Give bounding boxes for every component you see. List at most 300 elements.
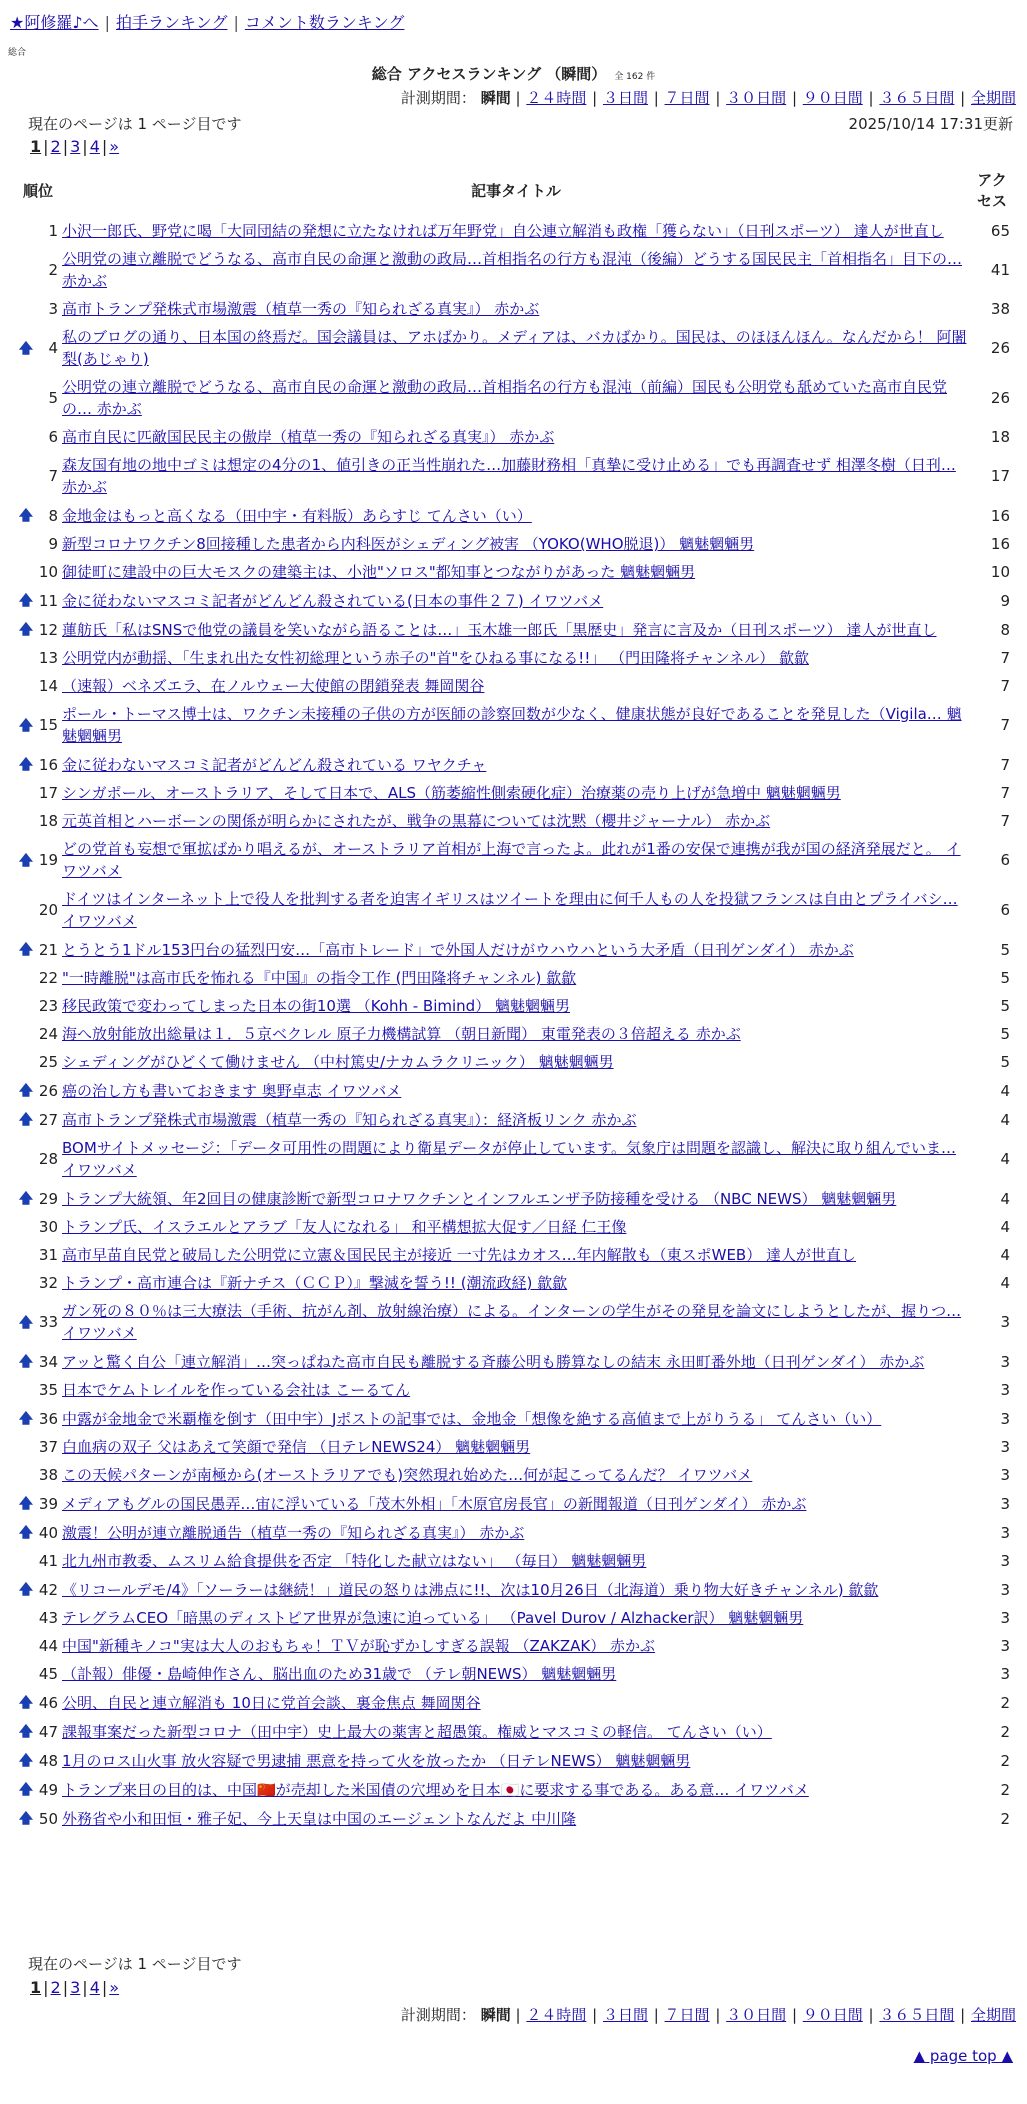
article-link[interactable]: 金に従わないマスコミ記者がどんどん殺されている ワヤクチャ	[62, 755, 487, 774]
rank-change-cell	[14, 451, 38, 501]
article-link[interactable]: 日本でケムトレイルを作っている会社は こーるてん	[62, 1381, 411, 1399]
access-count: 3	[1000, 1609, 1010, 1627]
separator: |	[787, 2006, 802, 2024]
title-cell	[62, 295, 970, 323]
rank-change-cell	[14, 835, 38, 885]
rank-cell: 43	[38, 1609, 58, 1627]
period-current: 瞬間	[480, 2006, 511, 2024]
table-row	[14, 750, 1014, 779]
up-arrow-icon: 🡅	[18, 942, 34, 958]
rank-change-cell	[14, 1547, 38, 1575]
title-cell	[62, 935, 970, 964]
access-count: 4	[1000, 1218, 1010, 1236]
rank-cell: 39	[38, 1494, 58, 1513]
access-count: 5	[1000, 997, 1010, 1015]
rank-cell: 42	[38, 1580, 58, 1599]
rank-change-cell	[14, 1688, 38, 1717]
article-link[interactable]: とうとう1ドル153円台の猛烈円安…「高市トレード」で外国人だけがウハウハという大矛盾（日刊ゲンダイ） 赤かぶ	[62, 940, 854, 959]
article-link[interactable]: 小沢一郎氏、野党に喝「大同団結の発想に立たなければ万年野党」自公連立解消も政権「獲らない」（日刊スポーツ） 達人が世直し	[62, 222, 944, 240]
article-link[interactable]: 癌の治し方も書いておきます 奥野卓志 イワツバメ	[62, 1081, 402, 1100]
article-link[interactable]: この天候パターンが南極から(オーストラリアでも)突然現れ始めた…何が起こってるんだ？ イワツバメ	[62, 1466, 753, 1484]
access-count: 3	[1000, 1552, 1010, 1570]
access-count: 4	[1000, 1274, 1010, 1292]
title-cell	[62, 1347, 970, 1376]
table-row	[14, 295, 1014, 323]
access-count: 38	[990, 300, 1010, 318]
article-link[interactable]: （訃報）俳優・島崎伸作さん、脳出血のため31歳で （テレ朝NEWS） 魑魅魍魎男	[62, 1665, 617, 1683]
ranking-rows	[14, 217, 1014, 1833]
article-link[interactable]: 移民政策で変わってしまった日本の街10選 （Kohh - Bimind） 魑魅魍魎男	[62, 997, 570, 1015]
pager-link[interactable]: 3	[70, 137, 81, 156]
rank-cell: 20	[38, 901, 58, 919]
pager-link[interactable]: 2	[50, 1978, 61, 1997]
ranking-title: 総合 アクセスランキング （瞬間）	[371, 65, 607, 83]
rank-change-cell	[14, 1297, 38, 1347]
table-row	[14, 835, 1014, 885]
access-count: 18	[990, 428, 1010, 446]
title-cell	[62, 373, 970, 423]
access-count: 17	[990, 467, 1010, 485]
up-arrow-icon: 🡅	[18, 1811, 34, 1827]
period-link[interactable]: 全期間	[970, 2006, 1016, 2024]
article-link[interactable]: 海へ放射能放出総量は１．５京ベクレル 原子力機構試算 （朝日新聞） 東電発表の３倍超える 赤かぶ	[62, 1025, 741, 1043]
article-link[interactable]: トランプ来日の目的は、中国🇨🇳が売却した米国債の穴埋めを日本🇯🇵に要求する事である。ある意… イワツバメ	[62, 1780, 809, 1799]
rank-cell: 17	[38, 784, 58, 802]
title-cell	[62, 672, 970, 700]
separator: |	[101, 1978, 108, 1997]
table-row	[14, 1604, 1014, 1632]
access-count: 7	[1000, 812, 1010, 830]
title-cell	[62, 779, 970, 807]
access-count: 3	[1000, 1352, 1010, 1371]
rank-change-cell	[14, 1461, 38, 1489]
table-row	[14, 885, 1014, 935]
up-arrow-icon: 🡅	[18, 340, 34, 357]
period-label: 計測期間：	[400, 89, 476, 107]
article-link[interactable]: ドイツはインターネット上で役人を批判する者を迫害イギリスはツイートを理由に何千人もの人を投獄フランスは自由とプライバシ… イワツバメ	[62, 890, 958, 930]
up-arrow-icon: 🡅	[18, 1314, 34, 1331]
table-row	[14, 1184, 1014, 1213]
rank-change-cell	[14, 992, 38, 1020]
table-row	[14, 1804, 1014, 1833]
pager-bottom	[28, 1978, 121, 1997]
article-link[interactable]: テレグラムCEO「暗黒のディストピア世界が急速に迫っている」 （Pavel Durov / Alzhacker訳） 魑魅魍魎男	[62, 1609, 804, 1627]
page-top-link[interactable]: ▲ page top ▲	[913, 2047, 1013, 2065]
rank-cell: 31	[38, 1246, 58, 1264]
separator: |	[863, 89, 879, 107]
title-cell	[62, 1775, 970, 1804]
title-cell	[62, 558, 970, 586]
title-cell	[62, 1717, 970, 1746]
period-link[interactable]: 全期間	[970, 89, 1016, 107]
rank-cell: 34	[38, 1352, 58, 1371]
article-link[interactable]: 高市早苗自民党と破局した公明党に立憲＆国民民主が接近 一寸先はカオス…年内解散も（東スポWEB） 達人が世直し	[62, 1246, 856, 1264]
separator: |	[648, 89, 664, 107]
article-link[interactable]: メディアもグルの国民愚弄…宙に浮いている「茂木外相」「木原官房長官」の新聞報道（日刊ゲンダイ） 赤かぶ	[62, 1494, 807, 1513]
table-row	[14, 501, 1014, 530]
access-count: 5	[1000, 1025, 1010, 1043]
table-row	[14, 1461, 1014, 1489]
access-count: 2	[1000, 1693, 1010, 1712]
title-cell	[62, 451, 970, 501]
rank-change-cell	[14, 935, 38, 964]
pager-link[interactable]: 4	[89, 1978, 100, 1997]
access-count: 2	[1000, 1751, 1010, 1770]
table-row	[14, 1134, 1014, 1184]
table-row	[14, 1347, 1014, 1376]
article-link[interactable]: シェディングがひどくて働けません （中村篤史/ナカムラクリニック） 魑魅魍魎男	[62, 1053, 614, 1071]
table-row	[14, 1688, 1014, 1717]
article-link[interactable]: 公明党の連立離脱でどうなる、高市自民の命運と激動の政局…首相指名の行方も混沌（前編）国民も公明党も舐めていた高市自民党の… 赤かぶ	[62, 378, 948, 418]
article-link[interactable]: ガン死の８０％は三大療法（手術、抗がん剤、放射線治療）による。インターンの学生がその発見を論文にしようとしたが、握りつ… イワツバメ	[62, 1302, 962, 1342]
article-link[interactable]: 中国"新種キノコ"実は大人のおもちゃ！ＴＶが恥ずかしすぎる誤報 （ZAKZAK） 赤かぶ	[62, 1637, 656, 1655]
rank-header: 順位	[22, 181, 53, 200]
rank-cell: 48	[38, 1751, 58, 1770]
up-arrow-icon: 🡅	[18, 852, 34, 869]
article-link[interactable]: "一時離脱"は高市氏を怖れる『中国』の指令工作 (門田隆将チャンネル) 歙歙	[62, 969, 577, 987]
rank-cell: 25	[38, 1053, 58, 1071]
access-count: 6	[1000, 901, 1010, 919]
period-link[interactable]: ３０日間	[726, 2006, 787, 2024]
rank-cell: 45	[38, 1665, 58, 1683]
article-link[interactable]: （速報）ベネズエラ、在ノルウェー大使館の閉鎖発表 舞岡関谷	[62, 677, 485, 695]
rank-change-cell	[14, 807, 38, 835]
access-count: 3	[1000, 1313, 1010, 1331]
title-cell	[62, 1604, 970, 1632]
title-cell	[62, 1105, 970, 1134]
period-selector-top	[401, 87, 1017, 108]
table-row	[14, 807, 1014, 835]
rank-cell: 8	[48, 506, 58, 525]
current-page-text: 現在のページは 1 ページ目です	[28, 115, 242, 133]
rank-change-cell	[14, 1489, 38, 1518]
article-link[interactable]: 課報事案だった新型コロナ（田中宇）史上最大の薬害と超愚策。権威とマスコミの軽信。 てんさい（い）	[62, 1722, 772, 1741]
rank-cell: 18	[38, 812, 58, 830]
article-link[interactable]: 公明党の連立離脱でどうなる、高市自民の命運と激動の政局…首相指名の行方も混沌（後編）どうする国民民主「首相指名」目下の… 赤かぶ	[62, 250, 963, 290]
separator: |	[648, 2006, 664, 2024]
rank-cell: 38	[38, 1466, 58, 1484]
rank-cell: 3	[48, 300, 58, 318]
access-count: 5	[1000, 969, 1010, 987]
period-link[interactable]: ２４時間	[526, 89, 587, 107]
table-row	[14, 1048, 1014, 1076]
access-count: 7	[1000, 649, 1010, 667]
rank-cell: 41	[38, 1552, 58, 1570]
up-arrow-icon: 🡅	[18, 717, 34, 734]
rank-change-cell	[14, 1804, 38, 1833]
title-header: 記事タイトル	[471, 181, 561, 200]
access-count: 2	[1000, 1722, 1010, 1741]
access-count: 5	[1000, 940, 1010, 959]
article-link[interactable]: 外務省や小和田恒・雅子妃、今上天皇は中国のエージェントなんだよ 中川隆	[62, 1809, 577, 1828]
total-count: 全 162 件	[614, 72, 656, 82]
rank-change-cell	[14, 1134, 38, 1184]
rank-cell: 10	[38, 563, 58, 581]
rank-change-cell	[14, 1048, 38, 1076]
article-link[interactable]: 激震！公明が連立離脱通告（植草一秀の『知られざる真実』） 赤かぶ	[62, 1523, 525, 1542]
table-row	[14, 1717, 1014, 1746]
article-link[interactable]: どの党首も妄想で軍拡ばかり唱えるが、オーストラリア首相が上海で言ったよ。此れが1番の安保で連携が我が国の経済発展だと。 イワツバメ	[62, 840, 961, 880]
article-link[interactable]: 高市トランプ発株式市場激震（植草一秀の『知られざる真実』） 赤かぶ	[62, 300, 540, 318]
home-link[interactable]: ★阿修羅♪へ	[10, 13, 99, 32]
rank-cell: 5	[48, 389, 58, 407]
access-count: 16	[990, 535, 1010, 553]
rank-cell: 47	[38, 1722, 58, 1741]
separator: |	[955, 2006, 970, 2024]
article-link[interactable]: 1月のロス山火事 放火容疑で男逮捕 悪意を持って火を放ったか （日テレNEWS） 魑魅魍魎男	[62, 1751, 691, 1770]
table-row	[14, 644, 1014, 672]
rank-change-cell	[14, 885, 38, 935]
article-link[interactable]: トランプ氏、イスラエルとアラブ「友人になれる」 和平構想拡大促す／日経 仁王像	[62, 1218, 627, 1236]
article-link[interactable]: 中露が金地金で米覇権を倒す（田中宇）Jポストの記事では、金地金「想像を絶する高値まで上がりうる」 てんさい（い）	[62, 1409, 882, 1428]
article-link[interactable]: 公明、自民と連立解消も 10日に党首会談、裏金焦点 舞岡関谷	[62, 1693, 481, 1712]
table-row	[14, 1547, 1014, 1575]
rank-change-cell	[14, 964, 38, 992]
rank-cell: 21	[38, 940, 58, 959]
rank-change-cell	[14, 1717, 38, 1746]
rank-change-cell	[14, 501, 38, 530]
separator: |	[104, 13, 110, 32]
rank-cell: 27	[38, 1110, 58, 1129]
rank-cell: 23	[38, 997, 58, 1015]
title-cell	[62, 1489, 970, 1518]
article-link[interactable]: 高市トランプ発株式市場激震（植草一秀の『知られざる真実』）：経済板リンク 赤かぶ	[62, 1110, 637, 1129]
rank-change-cell	[14, 700, 38, 750]
title-cell	[62, 807, 970, 835]
title-cell	[62, 1184, 970, 1213]
period-link[interactable]: ３６５日間	[879, 89, 955, 107]
table-row	[14, 1105, 1014, 1134]
article-link[interactable]: 御徒町に建設中の巨大モスクの建築主は、小池"ソロス"都知事とつながりがあった 魑魅魍魎男	[62, 563, 696, 581]
title-cell	[62, 1688, 970, 1717]
rank-cell: 49	[38, 1780, 58, 1799]
access-count: 8	[1000, 620, 1010, 639]
article-link[interactable]: 新型コロナワクチン8回接種した患者から内科医がシェディング被害 （YOKO(WHO脱退)） 魑魅魍魎男	[62, 535, 755, 553]
title-cell	[62, 1575, 970, 1604]
rank-change-cell	[14, 1105, 38, 1134]
period-link[interactable]: ３日間	[602, 2006, 648, 2024]
rank-change-cell	[14, 1575, 38, 1604]
separator: |	[233, 13, 239, 32]
up-arrow-icon: 🡅	[18, 1191, 34, 1207]
table-row	[14, 1518, 1014, 1547]
article-link[interactable]: 公明党内が動揺、「生まれ出た女性初総理という赤子の"首"をひねる事になる!!」 （門田隆将チャンネル） 歙歙	[62, 649, 809, 667]
table-row	[14, 558, 1014, 586]
title-cell	[62, 323, 970, 373]
title-cell	[62, 615, 970, 644]
access-count: 41	[990, 261, 1010, 279]
article-link[interactable]: 金地金はもっと高くなる（田中宇・有料版）あらすじ てんさい（い）	[62, 506, 532, 525]
title-cell	[62, 1461, 970, 1489]
rank-cell: 12	[38, 620, 58, 639]
period-link[interactable]: ３日間	[602, 89, 648, 107]
access-count: 7	[1000, 677, 1010, 695]
access-count: 7	[1000, 755, 1010, 774]
title-cell	[62, 530, 970, 558]
title-cell	[62, 245, 970, 295]
rank-cell: 37	[38, 1438, 58, 1456]
article-link[interactable]: BOMサイトメッセージ：「データ可用性の問題により衛星データが停止しています。気象庁は問題を認識し、解決に取り組んでいま… イワツバメ	[62, 1139, 956, 1179]
top-links	[10, 10, 404, 33]
rank-change-cell	[14, 1241, 38, 1269]
period-selector-bottom	[401, 2004, 1017, 2025]
title-cell	[62, 501, 970, 530]
access-count: 3	[1000, 1637, 1010, 1655]
rank-cell: 22	[38, 969, 58, 987]
title-cell	[62, 1376, 970, 1404]
pager-next[interactable]: »	[109, 1978, 120, 1997]
article-link[interactable]: 白血病の双子 父はあえて笑顔で発信 （日テレNEWS24） 魑魅魍魎男	[62, 1438, 531, 1456]
table-row	[14, 1575, 1014, 1604]
table-row	[14, 935, 1014, 964]
pager-link[interactable]: 2	[50, 137, 61, 156]
rank-change-cell	[14, 779, 38, 807]
table-row	[14, 992, 1014, 1020]
separator: |	[787, 89, 802, 107]
access-count: 9	[1000, 591, 1010, 610]
access-count: 3	[1000, 1580, 1010, 1599]
pager-next[interactable]: »	[109, 137, 120, 156]
period-link[interactable]: ２４時間	[526, 2006, 587, 2024]
access-count: 2	[1000, 1780, 1010, 1799]
pager-link[interactable]: 4	[89, 137, 100, 156]
period-link[interactable]: ７日間	[664, 89, 710, 107]
access-header: アクセス	[976, 171, 1007, 210]
access-count: 3	[1000, 1665, 1010, 1683]
separator: |	[43, 1978, 49, 1997]
up-arrow-icon: 🡅	[18, 1083, 34, 1099]
pager-link[interactable]: 3	[70, 1978, 81, 1997]
access-count: 4	[1000, 1110, 1010, 1129]
period-link[interactable]: ９０日間	[802, 2006, 863, 2024]
comment-ranking-link[interactable]: コメント数ランキング	[244, 13, 405, 32]
page-title	[0, 63, 1027, 84]
access-count: 7	[1000, 784, 1010, 802]
table-row	[14, 423, 1014, 451]
access-count: 4	[1000, 1150, 1010, 1168]
rank-cell: 26	[38, 1081, 58, 1100]
up-arrow-icon: 🡅	[18, 1724, 34, 1740]
access-count: 16	[990, 506, 1010, 525]
rank-cell: 40	[38, 1523, 58, 1542]
period-links	[516, 89, 1018, 107]
article-link[interactable]: トランプ・高市連合は『新ナチス（ＣＣＰ）』撃滅を誓う!! (潮流政経) 歙歙	[62, 1274, 568, 1292]
period-current: 瞬間	[480, 89, 511, 107]
period-link[interactable]: ７日間	[664, 2006, 710, 2024]
rank-change-cell	[14, 558, 38, 586]
table-row	[14, 1775, 1014, 1804]
up-arrow-icon: 🡅	[18, 1782, 34, 1798]
article-link[interactable]: ポール・トーマス博士は、ワクチン未接種の子供の方が医師の診察回数が少なく、健康状態が良好であることを発見した（Vigila… 魑魅魍魎男	[62, 705, 962, 745]
pager-top	[28, 137, 121, 156]
separator: |	[515, 89, 526, 107]
title-cell	[62, 964, 970, 992]
rank-cell: 4	[48, 339, 58, 357]
article-link[interactable]: 蓮舫氏「私はSNSで他党の議員を笑いながら語ることは…」玉木雄一郎氏「黒歴史」発言に言及か（日刊スポーツ） 達人が世直し	[62, 620, 937, 639]
rank-cell: 28	[38, 1150, 58, 1168]
separator: |	[515, 2006, 526, 2024]
table-row	[14, 1020, 1014, 1048]
article-link[interactable]: 高市自民に匹敵国民民主の傲岸（植草一秀の『知られざる真実』） 赤かぶ	[62, 428, 555, 446]
article-link[interactable]: 森友国有地の地中ゴミは想定の4分の1、値引きの正当性崩れた…加藤財務相「真摯に受け止める」でも再調査せず 相澤冬樹（日刊… 赤かぶ	[62, 456, 956, 496]
up-arrow-icon: 🡅	[18, 1112, 34, 1128]
table-row	[14, 1660, 1014, 1688]
article-link[interactable]: 《リコールデモ/4》「ソーラーは継続！」道民の怒りは沸点に!!、次は10月26日（北海道）乗り物大好きチャンネル) 歙歙	[62, 1580, 879, 1599]
access-count: 26	[990, 389, 1010, 407]
article-link[interactable]: 私のブログの通り、日本国の終焉だ。国会議員は、アホばかり。メディアは、バカばかり。国民は、のほほんほん。なんだから！ 阿闍梨(あじゃり)	[62, 328, 967, 368]
rank-cell: 15	[38, 716, 58, 734]
access-count: 3	[1000, 1381, 1010, 1399]
title-cell	[62, 1076, 970, 1105]
title-cell	[62, 644, 970, 672]
rank-cell: 36	[38, 1409, 58, 1428]
title-cell	[62, 835, 970, 885]
table-row	[14, 217, 1014, 245]
access-count: 5	[1000, 1053, 1010, 1071]
rank-change-cell	[14, 295, 38, 323]
period-label: 計測期間：	[400, 2006, 476, 2024]
rank-change-cell	[14, 586, 38, 615]
rank-cell: 29	[38, 1189, 58, 1208]
title-cell	[62, 1433, 970, 1461]
rank-cell: 24	[38, 1025, 58, 1043]
table-row	[14, 245, 1014, 295]
rank-change-cell	[14, 1660, 38, 1688]
period-link[interactable]: ３０日間	[726, 89, 787, 107]
table-row	[14, 1746, 1014, 1775]
title-cell	[62, 1404, 970, 1433]
rank-change-cell	[14, 1269, 38, 1297]
period-link[interactable]: ３６５日間	[879, 2006, 955, 2024]
up-arrow-icon: 🡅	[18, 1582, 34, 1598]
article-link[interactable]: 北九州市教委、ムスリム給食提供を否定 「特化した献立はない」 （毎日） 魑魅魍魎男	[62, 1552, 647, 1570]
updated-time: 2025/10/14 17:31更新	[848, 115, 1013, 133]
up-arrow-icon: 🡅	[18, 622, 34, 638]
up-arrow-icon: 🡅	[18, 1695, 34, 1711]
separator: |	[587, 2006, 602, 2024]
clap-ranking-link[interactable]: 拍手ランキング	[115, 13, 228, 32]
article-link[interactable]: 金に従わないマスコミ記者がどんどん殺されている(日本の事件２７) イワツバメ	[62, 591, 604, 610]
article-link[interactable]: シンガポール、オーストラリア、そして日本で、ALS（筋萎縮性側索硬化症）治療薬の売り上げが急増中 魑魅魍魎男	[62, 784, 841, 802]
title-cell	[62, 750, 970, 779]
up-arrow-icon: 🡅	[18, 1753, 34, 1769]
access-count: 4	[1000, 1081, 1010, 1100]
separator: |	[43, 137, 49, 156]
article-link[interactable]: トランプ大統領、年2回目の健康診断で新型コロナワクチンとインフルエンザ予防接種を受ける （NBC NEWS） 魑魅魍魎男	[62, 1189, 897, 1208]
table-row	[14, 586, 1014, 615]
up-arrow-icon: 🡅	[18, 508, 34, 524]
article-link[interactable]: 元英首相とハーボーンの関係が明らかにされたが、戦争の黒幕については沈黙（櫻井ジャーナル） 赤かぶ	[62, 812, 771, 830]
title-cell	[62, 217, 970, 245]
period-link[interactable]: ９０日間	[802, 89, 863, 107]
rank-cell: 50	[38, 1809, 58, 1828]
table-row	[14, 451, 1014, 501]
rank-cell: 1	[48, 222, 58, 240]
rank-cell: 16	[38, 755, 58, 774]
title-cell	[62, 1547, 970, 1575]
access-count: 3	[1000, 1409, 1010, 1428]
article-link[interactable]: アッと驚く自公「連立解消」…突っぱねた高市自民も離脱する斉藤公明も勝算なしの結末 永田町番外地（日刊ゲンダイ） 赤かぶ	[62, 1352, 925, 1371]
category-label: 総合	[8, 48, 27, 58]
current-page-text-bottom: 現在のページは 1 ページ目です	[28, 1955, 242, 1973]
table-row	[14, 964, 1014, 992]
rank-change-cell	[14, 1518, 38, 1547]
title-cell	[62, 423, 970, 451]
rank-change-cell	[14, 423, 38, 451]
rank-change-cell	[14, 1184, 38, 1213]
up-arrow-icon: 🡅	[18, 1411, 34, 1427]
table-row	[14, 530, 1014, 558]
